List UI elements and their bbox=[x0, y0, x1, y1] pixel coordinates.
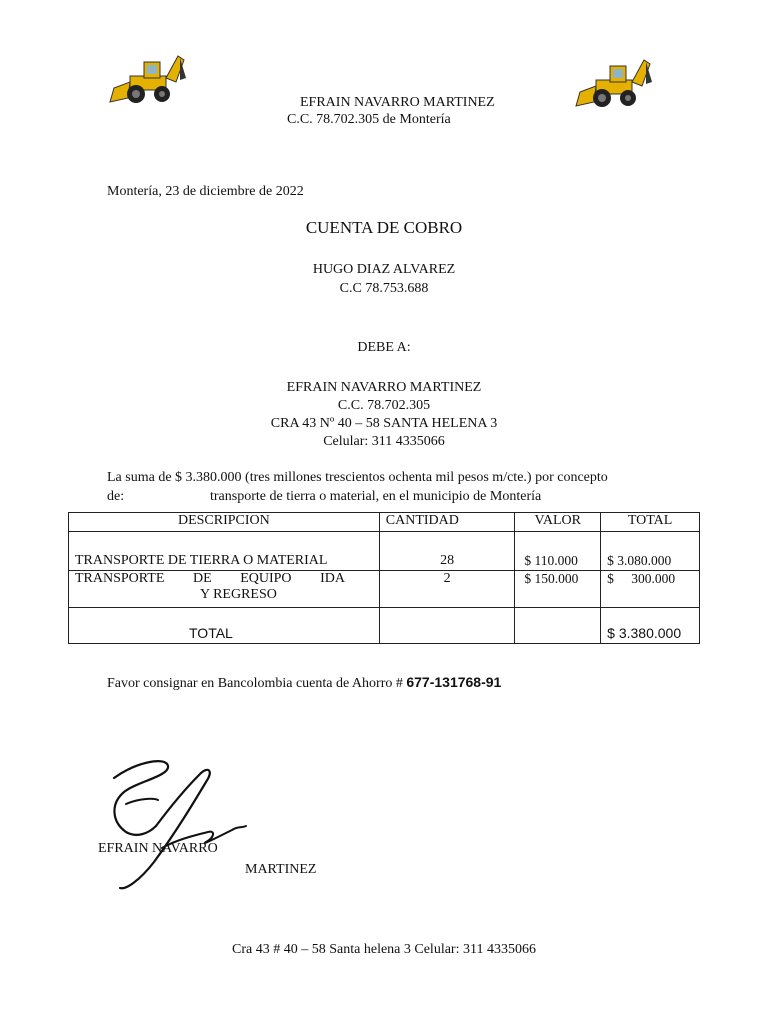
concept-line-1: La suma de $ 3.380.000 (tres millones trescientos ochenta mil pesos m/cte.) por concepto bbox=[107, 470, 608, 485]
header-id: C.C. 78.702.305 de Montería bbox=[287, 112, 451, 127]
backhoe-loader-icon bbox=[572, 52, 652, 112]
creditor-name: EFRAIN NAVARRO MARTINEZ bbox=[286, 380, 482, 395]
row-total-amount: 300.000 bbox=[631, 571, 676, 586]
row-description-line-2: Y REGRESO bbox=[200, 587, 277, 602]
signature-name-line-2: MARTINEZ bbox=[245, 862, 317, 877]
payment-text: Favor consignar en Bancolombia cuenta de Ahorro # bbox=[107, 676, 403, 691]
header-name: EFRAIN NAVARRO MARTINEZ bbox=[300, 95, 495, 110]
creditor-id: C.C. 78.702.305 bbox=[337, 398, 431, 413]
column-header-value: VALOR bbox=[515, 513, 601, 532]
debtor-id: C.C 78.753.688 bbox=[339, 281, 429, 296]
table-total-row bbox=[69, 608, 700, 644]
backhoe-loader-icon bbox=[106, 48, 186, 108]
total-quantity-empty bbox=[379, 608, 515, 644]
column-header-total: TOTAL bbox=[601, 513, 700, 532]
payment-instructions bbox=[107, 674, 501, 692]
table-row bbox=[69, 532, 700, 571]
handwritten-signature bbox=[96, 752, 256, 896]
row-description-line-1: TRANSPORTE DE EQUIPO IDA bbox=[75, 571, 345, 586]
table-header-row bbox=[69, 513, 700, 532]
footer-address: Cra 43 # 40 – 58 Santa helena 3 Celular: 311 4335066 bbox=[232, 942, 536, 957]
creditor-phone: Celular: 311 4335066 bbox=[323, 434, 445, 449]
debtor-name: HUGO DIAZ ALVAREZ bbox=[312, 262, 456, 277]
date-line: Montería, 23 de diciembre de 2022 bbox=[107, 184, 304, 199]
row-quantity: 28 bbox=[379, 532, 515, 571]
row-value: $ 110.000 bbox=[515, 532, 601, 571]
document-title: CUENTA DE COBRO bbox=[305, 218, 463, 237]
concept-text: transporte de tierra o material, en el municipio de Montería bbox=[210, 489, 542, 504]
column-header-description: DESCRIPCION bbox=[69, 513, 380, 532]
row-quantity: 2 bbox=[379, 571, 515, 608]
charges-table bbox=[68, 512, 700, 644]
total-value-empty bbox=[515, 608, 601, 644]
row-total bbox=[601, 571, 700, 608]
column-header-quantity: CANTIDAD bbox=[379, 513, 515, 532]
owes-label: DEBE A: bbox=[357, 340, 411, 355]
table-row bbox=[69, 571, 700, 608]
row-total-prefix: $ bbox=[607, 571, 614, 586]
total-value: $ 3.380.000 bbox=[601, 608, 700, 644]
row-description bbox=[69, 571, 380, 608]
concept-label: de: bbox=[107, 489, 125, 504]
creditor-address: CRA 43 Nº 40 – 58 SANTA HELENA 3 bbox=[270, 416, 498, 431]
row-total: $ 3.080.000 bbox=[601, 532, 700, 571]
total-label: TOTAL bbox=[69, 608, 380, 644]
row-description: TRANSPORTE DE TIERRA O MATERIAL bbox=[69, 532, 380, 571]
row-value: $ 150.000 bbox=[515, 571, 601, 608]
account-number: 677-131768-91 bbox=[406, 674, 502, 690]
signature-name-line-1: EFRAIN NAVARRO bbox=[98, 841, 218, 856]
